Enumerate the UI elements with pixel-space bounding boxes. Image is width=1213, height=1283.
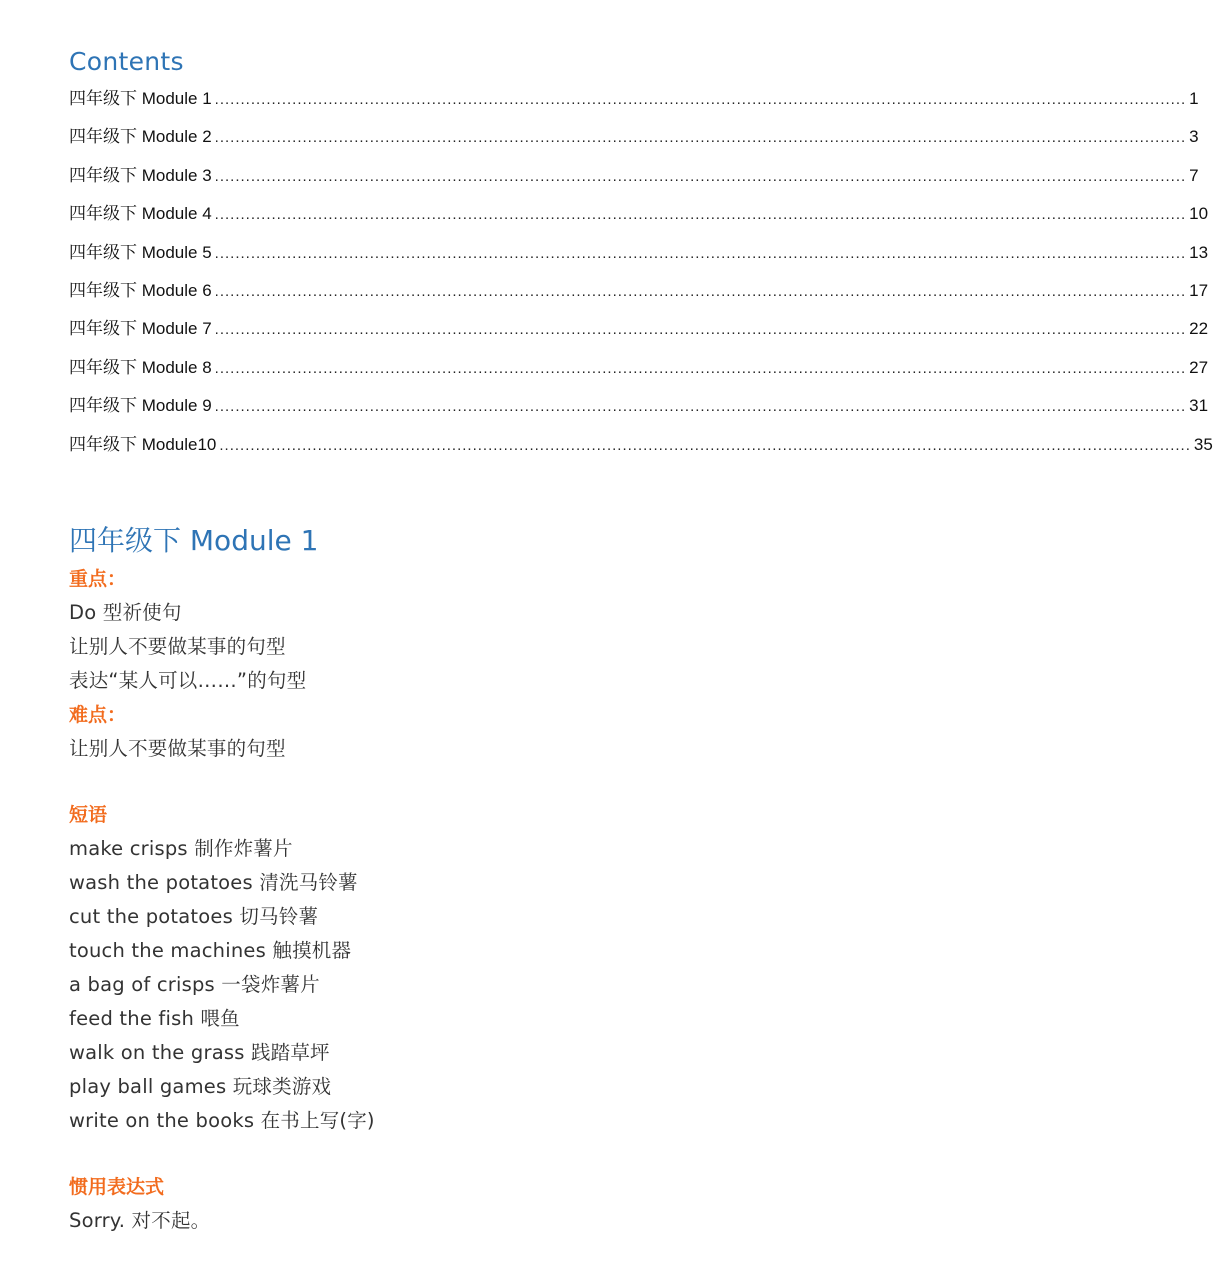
toc-entry-label: 四年级下 Module 7 bbox=[69, 319, 212, 339]
phrase-item: feed the fish 喂鱼 bbox=[69, 1007, 240, 1030]
phrase-item: write on the books 在书上写(字) bbox=[69, 1109, 375, 1132]
toc-title: Contents bbox=[69, 47, 184, 76]
phrase-item: make crisps 制作炸薯片 bbox=[69, 837, 293, 860]
toc-entry-label: 四年级下 Module 4 bbox=[69, 204, 212, 224]
toc-entry-page: 17 bbox=[1189, 280, 1209, 300]
phrases-section bbox=[69, 798, 869, 1138]
phrase-item: play ball games 玩球类游戏 bbox=[69, 1075, 332, 1098]
toc-entry-page: 22 bbox=[1189, 319, 1209, 339]
toc-leader-dots: ............................................................................................................................................................................................ bbox=[214, 206, 1187, 224]
toc-entry[interactable] bbox=[69, 161, 1199, 199]
toc-entry[interactable] bbox=[69, 238, 1209, 276]
toc-entry[interactable] bbox=[69, 391, 1209, 429]
toc-entry[interactable] bbox=[69, 199, 1209, 237]
key-point-item: 让别人不要做某事的句型 bbox=[69, 635, 286, 658]
phrase-item: cut the potatoes 切马铃薯 bbox=[69, 905, 319, 928]
toc-entry-label: 四年级下 Module10 bbox=[69, 434, 217, 454]
difficult-points-label: 难点： bbox=[69, 704, 127, 726]
toc-leader-dots: ............................................................................................................................................................................................ bbox=[214, 129, 1187, 147]
toc-entry[interactable] bbox=[69, 353, 1209, 391]
toc-entry-page: 13 bbox=[1189, 242, 1209, 262]
key-points-label: 重点： bbox=[69, 568, 127, 590]
toc-entry-label: 四年级下 Module 8 bbox=[69, 357, 212, 377]
toc-entry[interactable] bbox=[69, 84, 1199, 122]
key-points-section bbox=[69, 562, 869, 766]
toc-entry-page: 7 bbox=[1189, 165, 1199, 185]
toc-entry-label: 四年级下 Module 9 bbox=[69, 396, 212, 416]
toc-entry-page: 31 bbox=[1189, 396, 1209, 416]
toc-entry-label: 四年级下 Module 3 bbox=[69, 165, 212, 185]
toc-leader-dots: ............................................................................................................................................................................................ bbox=[214, 282, 1187, 300]
toc-entry-label: 四年级下 Module 5 bbox=[69, 242, 212, 262]
toc-leader-dots: ............................................................................................................................................................................................ bbox=[214, 167, 1187, 185]
toc-list bbox=[69, 84, 1213, 468]
phrase-item: touch the machines 触摸机器 bbox=[69, 939, 352, 962]
toc-entry-page: 1 bbox=[1189, 89, 1199, 108]
toc-entry[interactable] bbox=[69, 430, 1213, 468]
expressions-label: 惯用表达式 bbox=[69, 1176, 165, 1198]
toc-entry[interactable] bbox=[69, 314, 1209, 352]
phrase-item: a bag of crisps 一袋炸薯片 bbox=[69, 973, 320, 996]
toc-entry[interactable] bbox=[69, 276, 1209, 314]
toc-leader-dots: ............................................................................................................................................................................................ bbox=[219, 436, 1191, 454]
toc-entry-page: 10 bbox=[1189, 204, 1209, 224]
module-heading: 四年级下 Module 1 bbox=[69, 524, 319, 557]
phrase-item: wash the potatoes 清洗马铃薯 bbox=[69, 871, 358, 894]
toc-entry-label: 四年级下 Module 1 bbox=[69, 89, 212, 108]
toc-entry-label: 四年级下 Module 6 bbox=[69, 280, 212, 300]
expression-item: Sorry. 对不起。 bbox=[69, 1209, 211, 1232]
toc-leader-dots: ............................................................................................................................................................................................ bbox=[214, 321, 1187, 339]
expressions-section bbox=[69, 1170, 869, 1238]
toc-leader-dots: ............................................................................................................................................................................................ bbox=[214, 244, 1187, 262]
difficult-point-item: 让别人不要做某事的句型 bbox=[69, 737, 286, 760]
toc-leader-dots: ............................................................................................................................................................................................ bbox=[214, 91, 1187, 108]
toc-entry-label: 四年级下 Module 2 bbox=[69, 127, 212, 147]
toc-entry-page: 3 bbox=[1189, 127, 1199, 147]
toc-entry-page: 27 bbox=[1189, 357, 1209, 377]
key-point-item: 表达“某人可以……”的句型 bbox=[69, 669, 307, 692]
toc-leader-dots: ............................................................................................................................................................................................ bbox=[214, 398, 1187, 416]
toc-entry-page: 35 bbox=[1193, 434, 1213, 454]
phrase-item: walk on the grass 践踏草坪 bbox=[69, 1041, 330, 1064]
key-point-item: Do 型祈使句 bbox=[69, 601, 182, 624]
toc-leader-dots: ............................................................................................................................................................................................ bbox=[214, 359, 1187, 377]
phrases-label: 短语 bbox=[69, 804, 108, 826]
toc-entry[interactable] bbox=[69, 122, 1199, 160]
